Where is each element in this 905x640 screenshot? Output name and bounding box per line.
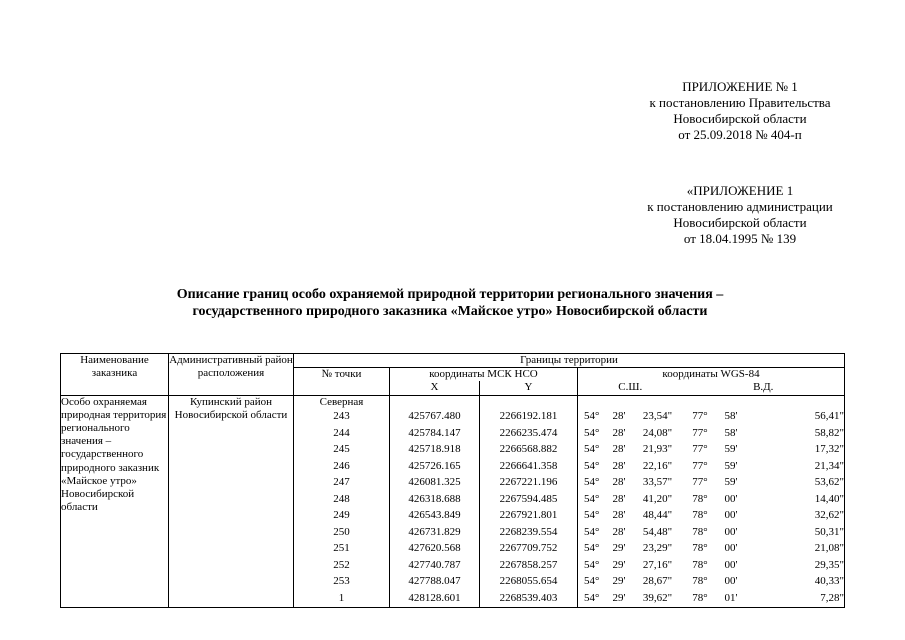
lon-sec-cell: 14,40" <box>745 491 845 508</box>
msk-x-cell: 428128.601 <box>390 590 480 607</box>
lat-sec-cell: 48,44" <box>642 509 673 522</box>
lon-min-cell: 00' <box>724 575 738 588</box>
header-x: X <box>390 381 480 395</box>
lat-sec-cell: 33,57" <box>642 476 673 489</box>
lon-min-cell: 59' <box>724 443 738 456</box>
lon-sec-cell: 17,32" <box>745 442 845 459</box>
lat-sec-cell: 23,29" <box>642 542 673 555</box>
header-msk-coords: координаты МСК НСО <box>390 368 578 382</box>
lat-deg-cell: 54° <box>584 410 600 423</box>
lat-sec-cell: 21,93" <box>642 443 673 456</box>
lat-min-cell: 29' <box>612 542 626 555</box>
lat-deg-cell: 54° <box>584 443 600 456</box>
lon-sec-cell: 53,62" <box>745 475 845 492</box>
appendix-to: к постановлению Правительства <box>649 95 831 110</box>
lat-deg-cell: 54° <box>584 476 600 489</box>
msk-y-cell: 2268539.403 <box>480 590 578 607</box>
prior-appendix-heading: «ПРИЛОЖЕНИЕ 1 <box>686 183 794 198</box>
msk-y-cell: 2267594.485 <box>480 491 578 508</box>
lon-sec-cell: 50,31" <box>745 524 845 541</box>
lon-min-cell: 58' <box>724 410 738 423</box>
appendix-date: от 25.09.2018 № 404-п <box>678 127 802 142</box>
msk-x-cell: 426081.325 <box>390 475 480 492</box>
msk-y-cell: 2268239.554 <box>480 524 578 541</box>
msk-x-cell: 426731.829 <box>390 524 480 541</box>
msk-x-cell: 426543.849 <box>390 508 480 525</box>
lat-min-cell: 28' <box>612 492 626 505</box>
point-no-cell: 246 <box>294 458 390 475</box>
point-no-cell: 248 <box>294 491 390 508</box>
lat-deg-cell: 54° <box>584 509 600 522</box>
msk-x-cell: 425784.147 <box>390 425 480 442</box>
point-no-cell: 244 <box>294 425 390 442</box>
lat-min-cell: 28' <box>612 410 626 423</box>
lon-min-cell: 59' <box>724 459 738 472</box>
lon-sec-cell: 56,41" <box>745 409 845 426</box>
lat-deg-cell: 54° <box>584 459 600 472</box>
reserve-name-cell: Особо охраняемая природная территория регионального значения – государственного природного заказник «Майское утро» Новосибирской области <box>61 395 169 607</box>
section-row <box>61 395 845 409</box>
section-label: Северная <box>294 395 390 409</box>
lon-deg-cell: 77° <box>692 476 708 489</box>
lat-min-cell: 29' <box>612 558 626 571</box>
lon-min-cell: 00' <box>724 525 738 538</box>
point-no-cell: 250 <box>294 524 390 541</box>
msk-y-cell: 2266641.358 <box>480 458 578 475</box>
point-no-cell: 247 <box>294 475 390 492</box>
msk-x-cell: 427620.568 <box>390 541 480 558</box>
lat-sec-cell: 39,62" <box>633 590 683 607</box>
lon-deg-cell: 78° <box>692 509 708 522</box>
msk-x-cell: 425767.480 <box>390 409 480 426</box>
lon-deg-cell: 77° <box>692 410 708 423</box>
lat-deg-cell: 54° <box>584 525 600 538</box>
lat-min-cell: 28' <box>612 443 626 456</box>
lat-min-cell: 28' <box>612 459 626 472</box>
msk-y-cell: 2266235.474 <box>480 425 578 442</box>
point-no-cell: 1 <box>294 590 390 607</box>
lon-min-cell: 00' <box>724 542 738 555</box>
header-borders: Границы территории <box>294 354 845 368</box>
lat-sec-cell: 23,54" <box>642 410 673 423</box>
lat-deg-cell: 54° <box>584 426 600 439</box>
point-no-cell: 245 <box>294 442 390 459</box>
msk-y-cell: 2266192.181 <box>480 409 578 426</box>
msk-y-cell: 2267709.752 <box>480 541 578 558</box>
lat-sec-cell: 27,16" <box>642 558 673 571</box>
lon-min-cell: 59' <box>724 476 738 489</box>
point-no-cell: 252 <box>294 557 390 574</box>
lat-min-cell: 28' <box>612 525 626 538</box>
point-no-cell: 249 <box>294 508 390 525</box>
lon-deg-cell: 78° <box>683 590 718 607</box>
lat-sec-cell: 41,20" <box>642 492 673 505</box>
lon-deg-cell: 78° <box>692 575 708 588</box>
lon-deg-cell: 78° <box>692 492 708 505</box>
document-title <box>60 286 840 320</box>
lat-sec-cell: 54,48" <box>642 525 673 538</box>
msk-y-cell: 2268055.654 <box>480 574 578 591</box>
point-no-cell: 251 <box>294 541 390 558</box>
lat-deg-cell: 54° <box>584 542 600 555</box>
lon-sec-cell: 7,28" <box>745 590 845 607</box>
lon-sec-cell: 40,33" <box>745 574 845 591</box>
msk-y-cell: 2267221.196 <box>480 475 578 492</box>
lat-min-cell: 28' <box>612 476 626 489</box>
admin-area-cell: Купинский район Новосибирской области <box>169 395 294 607</box>
lat-min-cell: 28' <box>612 509 626 522</box>
msk-y-cell: 2266568.882 <box>480 442 578 459</box>
point-no-cell: 253 <box>294 574 390 591</box>
lat-min-cell: 29' <box>612 575 626 588</box>
header-admin-area: Административный район расположения <box>169 354 294 396</box>
msk-x-cell: 427788.047 <box>390 574 480 591</box>
lon-sec-cell: 32,62" <box>745 508 845 525</box>
appendix-region: Новосибирской области <box>673 111 807 126</box>
msk-x-cell: 425726.165 <box>390 458 480 475</box>
lon-min-cell: 58' <box>724 426 738 439</box>
msk-x-cell: 426318.688 <box>390 491 480 508</box>
lon-sec-cell: 58,82" <box>745 425 845 442</box>
prior-appendix-header <box>605 183 875 247</box>
header-wgs-coords: координаты WGS-84 <box>578 368 845 382</box>
lat-min-cell: 29' <box>606 590 633 607</box>
header-y: Y <box>480 381 578 395</box>
point-no-cell: 243 <box>294 409 390 426</box>
prior-appendix-date: от 18.04.1995 № 139 <box>683 231 797 246</box>
title-line-2: государственного природного заказника «Майское утро» Новосибирской области <box>192 304 708 319</box>
header-reserve-name: Наименование заказника <box>61 354 169 396</box>
header-row-1 <box>61 354 845 368</box>
msk-y-cell: 2267921.801 <box>480 508 578 525</box>
lon-deg-cell: 77° <box>692 443 708 456</box>
lat-deg-cell: 54° <box>584 492 600 505</box>
lat-deg-cell: 54° <box>584 575 600 588</box>
boundary-table <box>60 353 845 608</box>
lon-deg-cell: 78° <box>692 525 708 538</box>
header-lat: С.Ш. <box>578 381 683 395</box>
appendix-heading: ПРИЛОЖЕНИЕ № 1 <box>682 79 798 94</box>
lon-deg-cell: 78° <box>692 542 708 555</box>
lon-deg-cell: 78° <box>692 558 708 571</box>
lon-deg-cell: 77° <box>692 426 708 439</box>
lat-sec-cell: 28,67" <box>642 575 673 588</box>
prior-appendix-region: Новосибирской области <box>673 215 807 230</box>
lon-deg-cell: 77° <box>692 459 708 472</box>
lon-min-cell: 00' <box>724 509 738 522</box>
lat-deg-cell: 54° <box>578 590 606 607</box>
lat-deg-cell: 54° <box>584 558 600 571</box>
lon-min-cell: 00' <box>724 492 738 505</box>
header-point-no: № точки <box>294 368 390 395</box>
lon-min-cell: 00' <box>724 558 738 571</box>
lat-min-cell: 28' <box>612 426 626 439</box>
lon-min-cell: 01' <box>718 590 745 607</box>
lon-sec-cell: 21,34" <box>745 458 845 475</box>
lat-sec-cell: 22,16" <box>642 459 673 472</box>
lon-sec-cell: 29,35" <box>745 557 845 574</box>
header-lon: В.Д. <box>683 381 845 395</box>
lon-sec-cell: 21,08" <box>745 541 845 558</box>
msk-x-cell: 427740.787 <box>390 557 480 574</box>
prior-appendix-to: к постановлению администрации <box>647 199 833 214</box>
msk-x-cell: 425718.918 <box>390 442 480 459</box>
title-line-1: Описание границ особо охраняемой природной территории регионального значения – <box>176 287 724 302</box>
msk-y-cell: 2267858.257 <box>480 557 578 574</box>
lat-sec-cell: 24,08" <box>642 426 673 439</box>
appendix-header <box>595 79 885 143</box>
